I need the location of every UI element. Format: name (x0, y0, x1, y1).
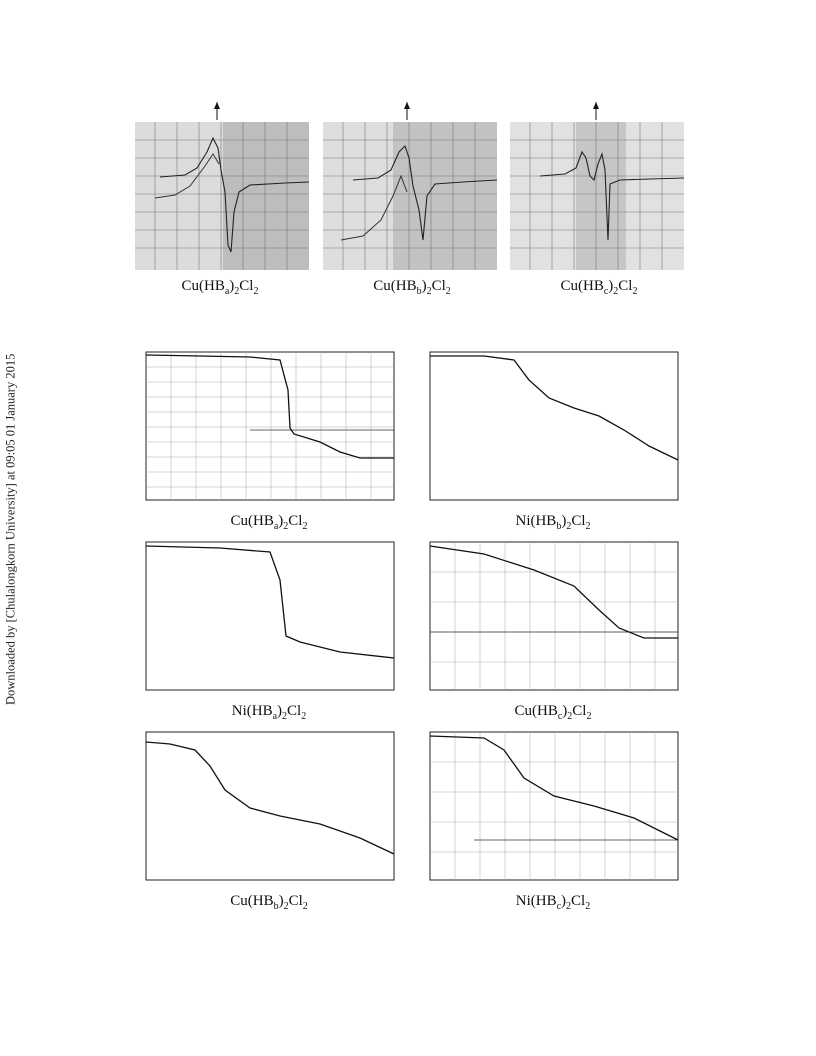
tga-plot-6 (424, 730, 682, 890)
tga-plot-2 (424, 350, 682, 510)
tga-caption-3: $Ni(HB_a)_2Cl_2$ (231, 703, 307, 722)
tga-plot-3 (140, 540, 398, 700)
tga-plot-5 (140, 730, 398, 890)
dsc-caption-3: $Cu(HB_c)_2Cl_2$ (560, 278, 638, 297)
dsc-caption-2: $Cu(HB_b)_2Cl_2$ (373, 278, 451, 297)
tga-plot-4 (424, 540, 682, 700)
tga-caption-1: $Cu(HB_a)_2Cl_2$ (230, 513, 308, 532)
dsc-plot-2 (323, 100, 497, 272)
download-watermark-text: Downloaded by [Chulalongkorn University] at 09:05 01 January 2015 (3, 353, 18, 705)
dsc-plot-1 (135, 100, 309, 272)
dsc-plot-3 (510, 100, 684, 272)
tga-caption-6: $Ni(HB_c)_2Cl_2$ (515, 893, 591, 912)
tga-caption-4: $Cu(HB_c)_2Cl_2$ (514, 703, 592, 722)
download-watermark (2, 342, 20, 716)
tga-caption-5: $Cu(HB_b)_2Cl_2$ (230, 893, 308, 912)
dsc-caption-1: $Cu(HB_a)_2Cl_2$ (181, 278, 259, 297)
tga-caption-2: $Ni(HB_b)_2Cl_2$ (515, 513, 591, 532)
tga-plot-1 (140, 350, 398, 510)
